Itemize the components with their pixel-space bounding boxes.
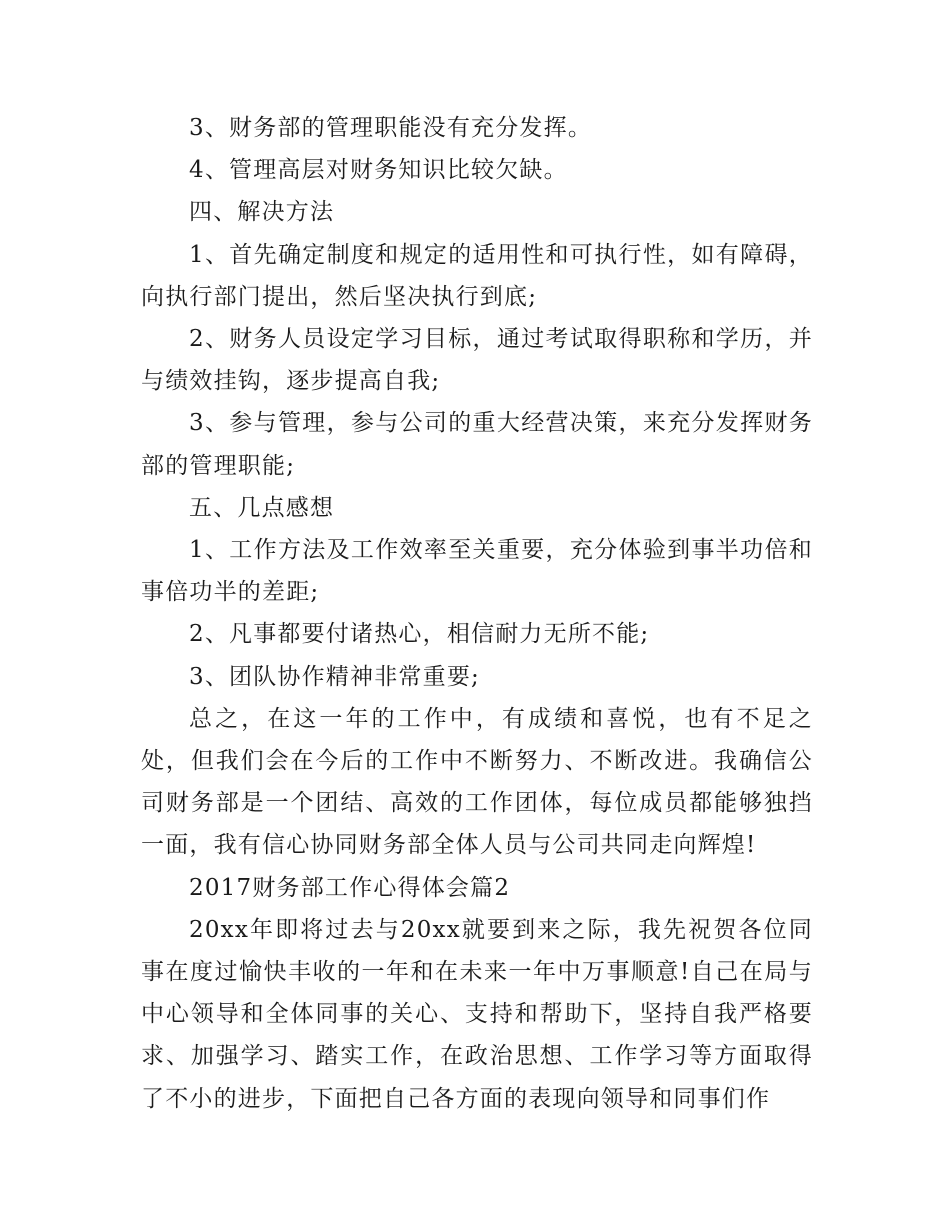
paragraph: 3、参与管理，参与公司的重大经营决策，来充分发挥财务部的管理职能; bbox=[141, 410, 813, 479]
paragraph: 3、团队协作精神非常重要; bbox=[189, 663, 480, 690]
section-heading: 四、解决方法 bbox=[189, 199, 335, 226]
paragraph: 1、首先确定制度和规定的适用性和可执行性，如有障碍，向执行部门提出，然后坚决执行到底; bbox=[141, 241, 813, 310]
paragraph: 1、工作方法及工作效率至关重要，充分体验到事半功倍和事倍功半的差距; bbox=[141, 537, 813, 606]
paragraph: 总之，在这一年的工作中，有成绩和喜悦，也有不足之处，但我们会在今后的工作中不断努力、不断改进。我确信公司财务部是一个团结、高效的工作团体，每位成员都能够独挡一面，我有信心协同财务部全体人员与公司共同走向辉煌! bbox=[141, 705, 813, 859]
section-heading: 五、几点感想 bbox=[189, 494, 335, 521]
article-title: 2017财务部工作心得体会篇2 bbox=[189, 874, 511, 901]
paragraph: 4、管理高层对财务知识比较欠缺。 bbox=[189, 157, 568, 184]
paragraph: 20xx年即将过去与20xx就要到来之际，我先祝贺各位同事在度过愉快丰收的一年和在未来一年中万事顺意!自己在局与中心领导和全体同事的关心、支持和帮助下，坚持自我严格要求、加强学习、踏实工作，在政治思想、工作学习等方面取得了不小的进步，下面把自己各方面的表现向领导和同事们作 bbox=[141, 916, 813, 1112]
paragraph: 3、财务部的管理职能没有充分发挥。 bbox=[189, 115, 593, 141]
document-body bbox=[141, 107, 813, 1120]
paragraph: 2、财务人员设定学习目标，通过考试取得职称和学历，并与绩效挂钩，逐步提高自我; bbox=[141, 326, 813, 395]
paragraph: 2、凡事都要付诸热心，相信耐力无所不能; bbox=[189, 621, 650, 648]
